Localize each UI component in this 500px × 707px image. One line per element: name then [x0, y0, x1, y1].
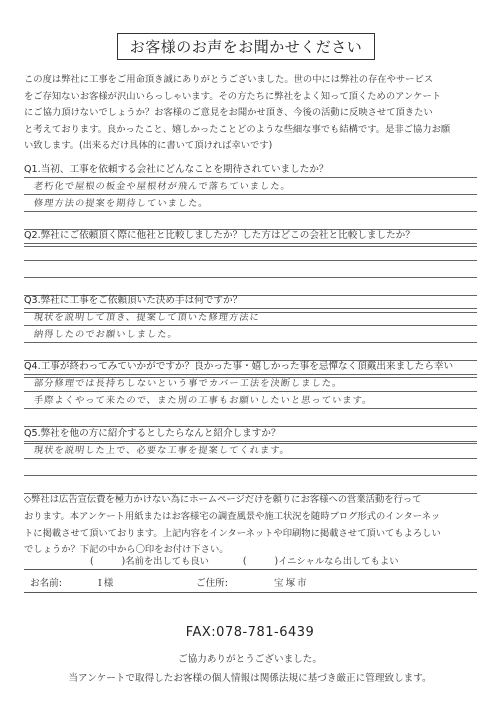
answer-line: [24, 409, 477, 427]
answer-line: [24, 243, 477, 261]
address-label: ご住所:: [196, 578, 229, 589]
intro-line: この度は弊社に工事をご用命頂き誠にありがとうございました。世の中には弊社の存在やサービス: [24, 74, 434, 85]
handwritten-answer: 現状を説明して頂き、提案して頂いた修理方法に: [33, 311, 261, 323]
answer-line: [24, 326, 477, 344]
choice-name-ok-label: 名前を出しても良い: [125, 556, 209, 567]
answer-line: [24, 212, 477, 230]
question-5-answer-lines: [24, 441, 477, 494]
answer-line: [24, 459, 477, 477]
page-title: お客様のお声をお聞かせください: [117, 33, 375, 60]
publication-choices: [90, 553, 470, 567]
handwritten-answer: 部分修理では長持ちしないという事でカバー工法を決断しました。: [33, 377, 344, 389]
question-4-label: Q4.工事が終わってみていかがですか？良かった事・嬉しかった事を忌憚なく頂戴出来ましたら幸い: [24, 361, 454, 372]
intro-line: い致します。(出来るだけ具体的に書いて頂ければ幸いです): [24, 140, 273, 152]
privacy-notice: 当アンケートで取得したお客様の個人情報は関係法規に基づき厳正に管理致します。: [68, 673, 432, 684]
thanks-message: ご協力ありがとうございました。: [178, 654, 322, 665]
notice-line: おります。本アンケート用紙またはお客様宅の調査風景や施工状況を随時ブログ形式のインターネッ: [24, 510, 441, 522]
choice-initials-ok-checkbox[interactable]: ( ): [242, 556, 279, 567]
handwritten-answer: 納得したのでお願いしました。: [33, 329, 179, 340]
answer-line: [24, 441, 477, 459]
answer-line: [24, 177, 477, 195]
choice-name-ok-checkbox[interactable]: ( ): [90, 556, 126, 567]
answer-line: [24, 308, 477, 326]
handwritten-answer: 現状を説明した上で、必要な工事を提案してくれます。: [33, 444, 291, 456]
publication-notice: [24, 492, 480, 559]
answer-line: [24, 278, 477, 296]
answer-line: [24, 374, 477, 392]
intro-line: と考えております。良かったこと、嬉しかったことどのような些細な事でも結構です。是非ご協力お願: [24, 123, 451, 135]
answer-line: [24, 392, 477, 410]
notice-line: でしょうか？下記の中から〇印をお付け下さい。: [24, 544, 229, 556]
intro-line: をご存知ないお客様が沢山いらっしゃいます。その方たちに弊社をよく知って頂くためのアンケート: [24, 90, 442, 102]
notice-line: ◇弊社は広告宣伝費を極力かけない為にホームページだけを頼りにお客様への営業活動を行って: [24, 494, 422, 505]
question-5-label: Q5.弊社を他の方に紹介するとしたらなんと紹介しますか？: [24, 428, 281, 439]
handwritten-answer: 老朽化で屋根の板金や屋根材が飛んで落ちていました。: [33, 180, 292, 192]
handwritten-answer: 修理方法の提案を期待していました。: [33, 198, 210, 209]
answer-line: [24, 195, 477, 213]
question-3-label: Q3.弊社に工事をご依頼頂いた決め手は何ですか？: [24, 295, 243, 306]
fax-number: FAX:078-781-6439: [185, 625, 315, 640]
intro-line: にご協力頂けないでしょうか？お客様のご意見をお聞かせ頂き、今後の活動に反映させて頂きたい: [24, 107, 433, 119]
question-2-label: Q2.弊社にご依頼頂く際に他社と比較しましたか？した方はどこの会社と比較しましたか？: [24, 230, 415, 241]
intro-text: [24, 72, 480, 155]
handwritten-answer: 手際よくやって来たので、また別の工事もお願いしたいと思っています。: [33, 395, 373, 406]
notice-line: トに掲載させて頂いております。上記内容をインターネットや印刷物に掲載させて頂いてもよろしい: [24, 527, 441, 539]
name-value[interactable]: I様: [98, 578, 116, 589]
answer-line: [24, 261, 477, 279]
choice-initials-ok-label: イニシャルなら出してもよい: [278, 556, 399, 567]
name-label: お名前:: [30, 578, 63, 589]
question-1-label: Q1.当初、工事を依頼する会社にどんなことを期待されていましたか？: [24, 164, 329, 175]
answer-line: [24, 343, 477, 361]
customer-info-box: [24, 569, 477, 593]
address-value[interactable]: 宝塚市: [274, 578, 309, 589]
answer-line: [24, 476, 477, 494]
